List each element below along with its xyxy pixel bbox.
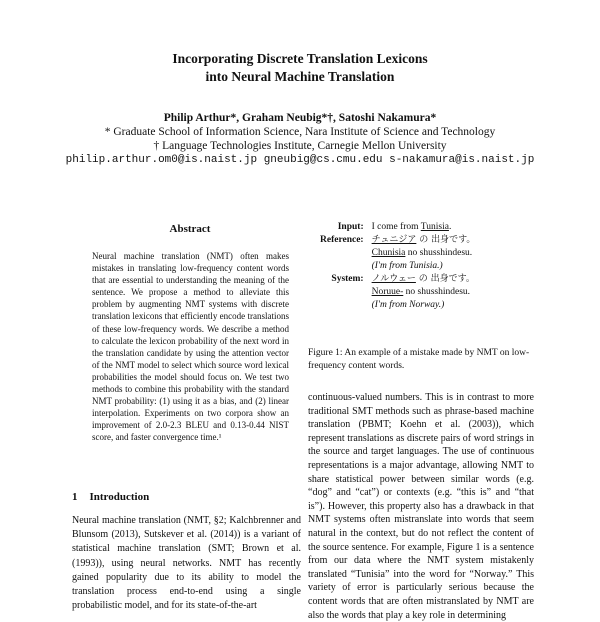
reference-label: Reference:	[320, 235, 364, 245]
reference-word-jp: チュニジア	[371, 235, 417, 245]
system-word-jp: ノルウェー	[371, 274, 416, 284]
reference-japanese	[372, 234, 476, 247]
reference-romaji-word: Chunisia	[371, 248, 406, 258]
system-romaji	[372, 286, 476, 299]
author-names: Philip Arthur*, Graham Neubig*†, Satoshi Nakamura*	[163, 112, 437, 124]
system-romaji-word: Noruue-	[371, 287, 404, 297]
paper-title	[0, 50, 600, 86]
affiliation-cmu: † Language Technologies Institute, Carnegie Mellon University	[153, 140, 447, 152]
section-heading-introduction	[72, 491, 149, 503]
input-label: Input:	[337, 222, 364, 232]
system-japanese	[372, 273, 476, 286]
input-suffix: .	[448, 222, 452, 232]
input-prefix: I come from	[371, 222, 421, 232]
system-gloss: (I'm from Norway.)	[371, 300, 445, 310]
system-romaji-rest: no shusshindesu.	[403, 287, 471, 297]
reference-gloss: (I'm from Tunisia.)	[371, 261, 443, 271]
input-sentence	[372, 221, 476, 234]
affiliation-naist: * Graduate School of Information Science, Nara Institute of Science and Technology	[104, 126, 496, 138]
reference-romaji-rest: no shusshindesu.	[405, 248, 473, 258]
title-line-1: Incorporating Discrete Translation Lexicons	[172, 51, 428, 66]
section-number: 1	[72, 491, 78, 503]
author-emails: philip.arthur.om0@is.naist.jp gneubig@cs.cmu.edu s-nakamura@is.naist.jp	[65, 154, 535, 166]
title-line-2: into Neural Machine Translation	[205, 69, 395, 84]
abstract-heading: Abstract	[169, 223, 211, 235]
figure-1-caption: Figure 1: An example of a mistake made by NMT on low-frequency content words.	[308, 348, 530, 371]
abstract-text: Neural machine translation (NMT) often makes mistakes in translating low-frequency content words that are essential to understanding the meaning of the sentence. We propose a method to alleviate this problem by augmenting NMT systems with discrete translation lexicons that efficiently encode translations of these low-frequency words. We describe a method to calculate the lexicon probability of the next word in the translation candidate by using the attention vector of the NMT model to select which source word lexical probabilities the model should focus on. We test two methods to combine this probability with the standard NMT probability: (1) using it as a bias, and (2) linear interpolation. Experiments on two corpora show an improvement of 2.0-2.3 BLEU and 0.13-0.44 NIST score, and faster convergence time.¹	[92, 251, 289, 443]
right-column-text: continuous-valued numbers. This is in contrast to more traditional SMT methods such as phrase-based machine translation (PBMT; Koehn et al. (2003)), which represent translations as discrete pairs of word strings in the source and target languages. The use of continuous representations is a major advantage, allowing NMT to share statistical power between similar words (e.g. “dog” and “cat”) or contexts (e.g. “this is” and “that is”). However, this property also has a drawback in that NMT systems often mistranslate into words that seem natural in the context, but do not reflect the content of the source sentence. For example, Figure 1 is a sentence from our data where the NMT system mistakenly translated “Tunisia” into the word for “Norway.” This variety of error is particularly serious because the content words that are often mistranslated by NMT are also the words that play a key role in determining	[308, 392, 534, 621]
introduction-text: Neural machine translation (NMT, §2; Kalchbrenner and Blunsom (2013), Sutskever et al. (2014)) is a variant of statistical machine translation (SMT; Brown et al. (1993)), using neural networks. NMT has recently gained popularity due to its ability to model the translation process end-to-end using a single probabilistic model, and for its state-of-the-art	[72, 515, 301, 612]
system-label: System:	[331, 274, 364, 284]
reference-rest-jp: の 出身です。	[416, 235, 476, 245]
section-title: Introduction	[89, 491, 150, 503]
system-rest-jp: の 出身です。	[415, 274, 475, 284]
figure-1-example	[320, 221, 555, 312]
author-block	[0, 111, 600, 167]
reference-romaji	[372, 247, 476, 260]
input-word: Tunisia	[420, 222, 449, 232]
